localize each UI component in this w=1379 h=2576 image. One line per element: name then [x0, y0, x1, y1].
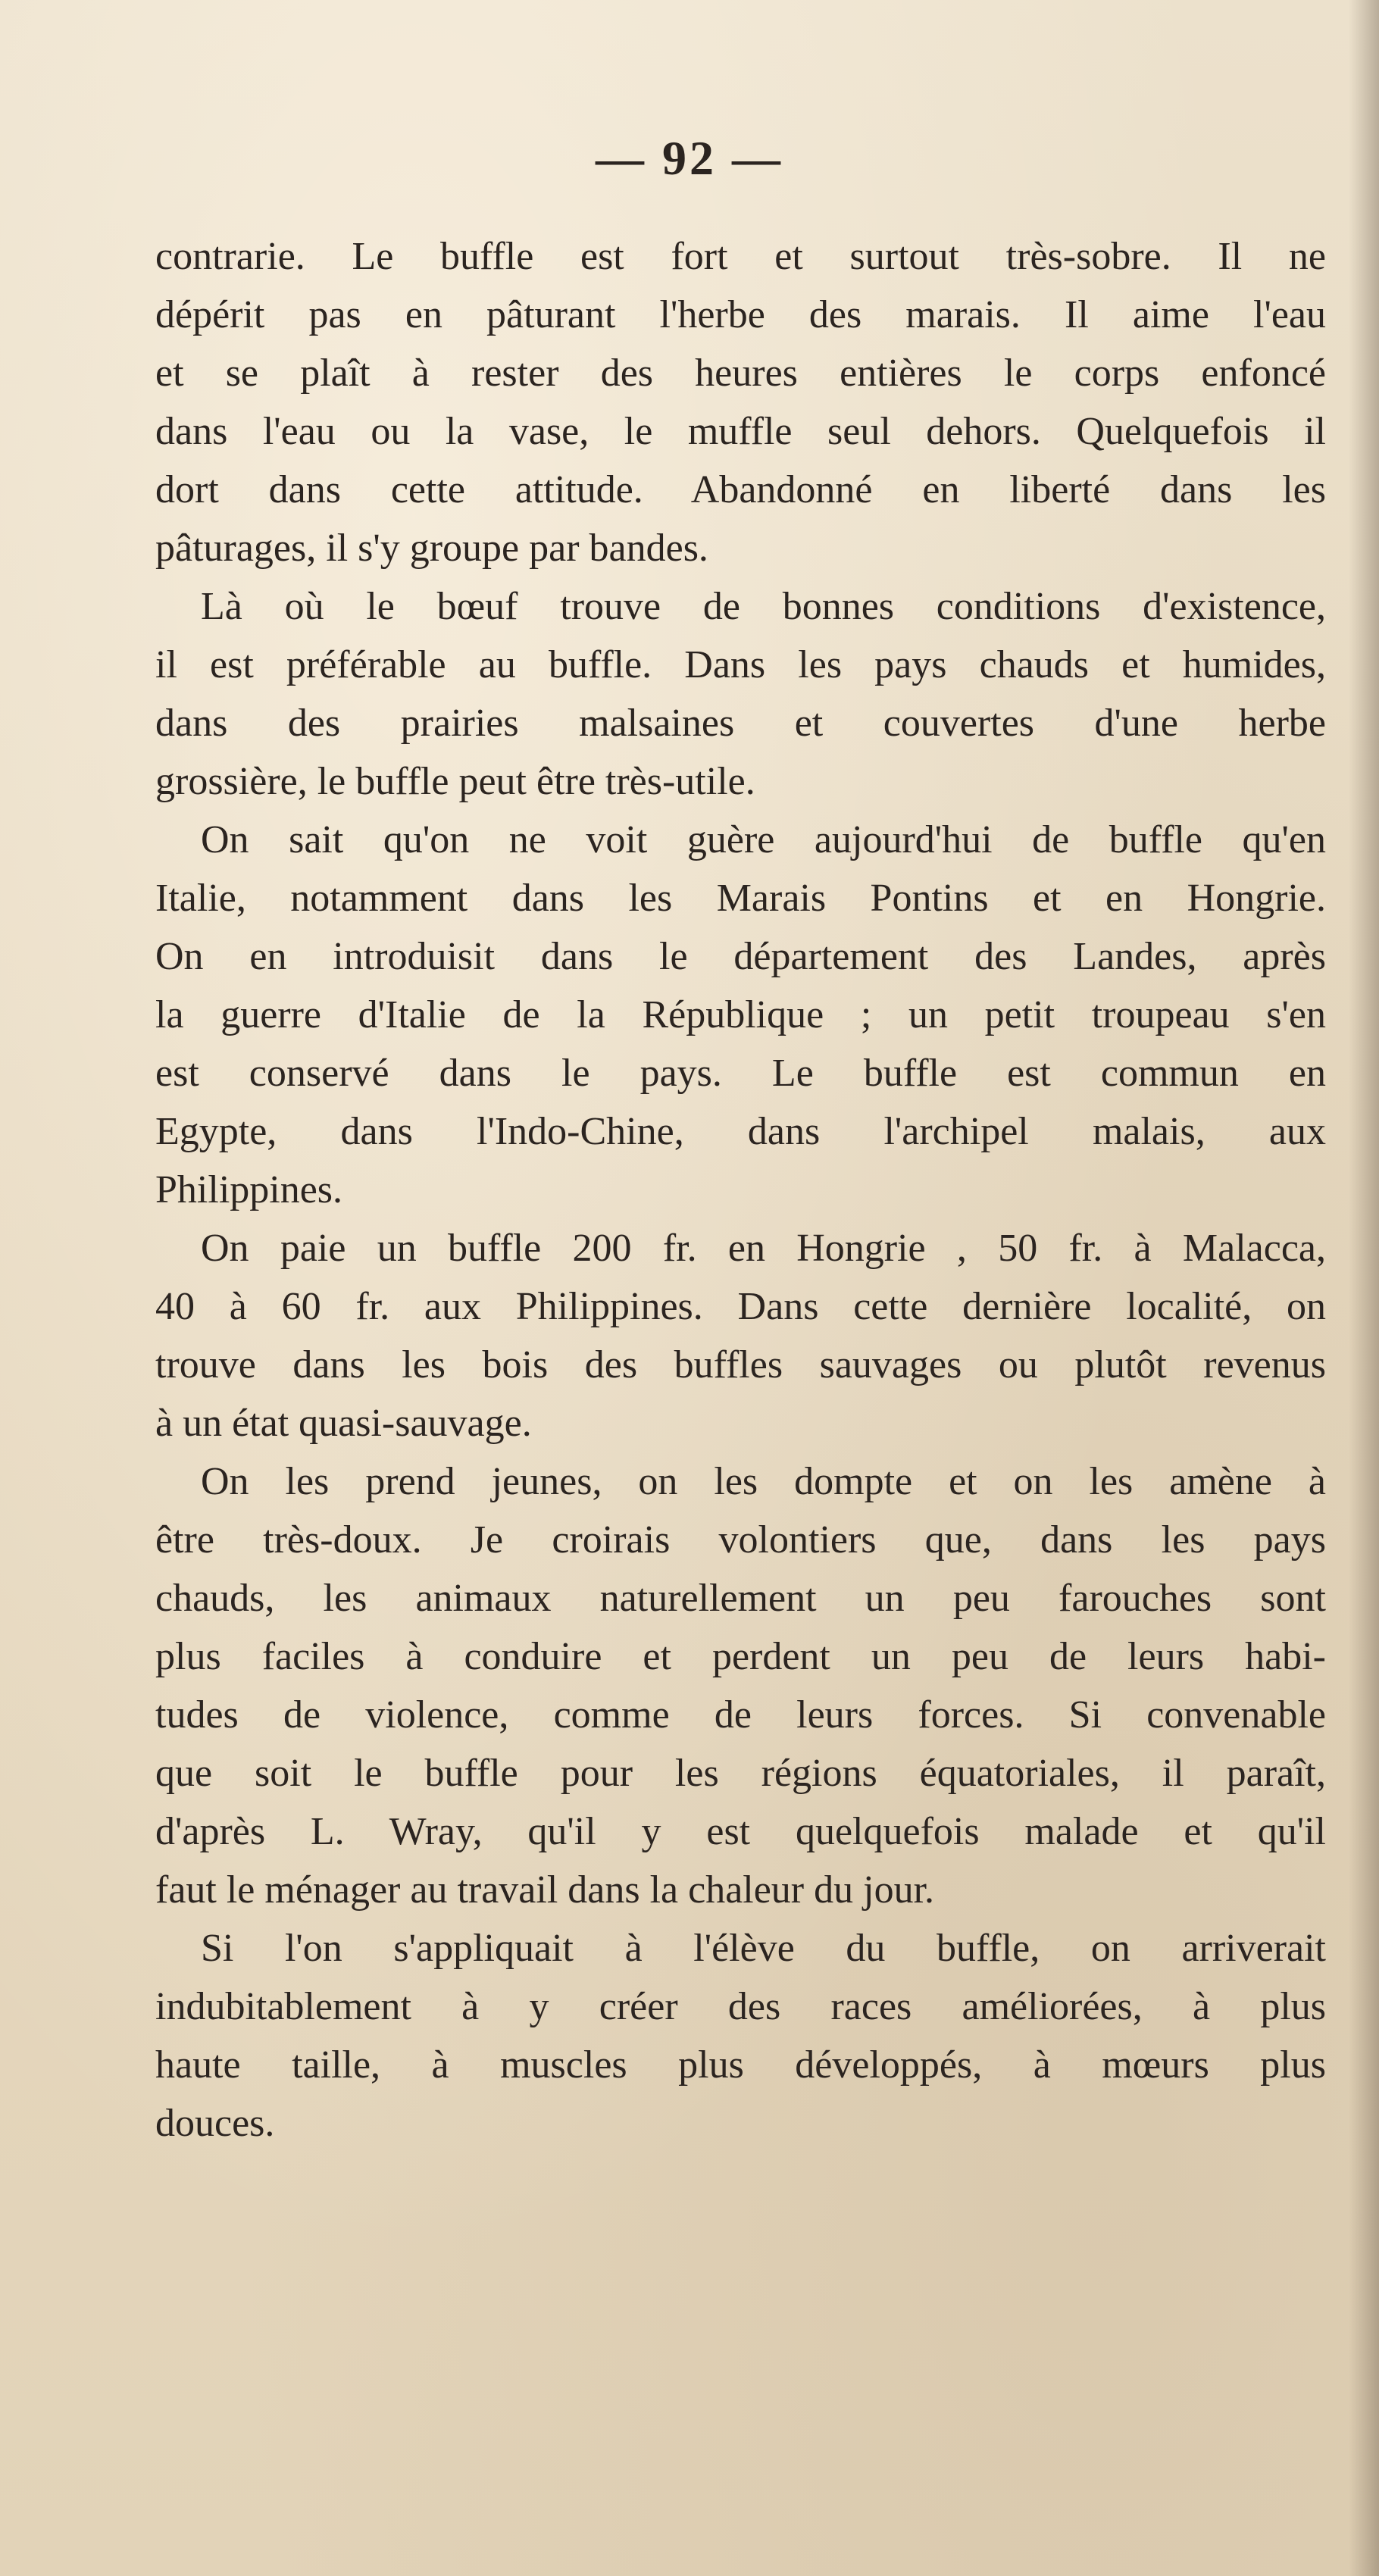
text-line: chauds, les animaux naturellement un peu farouches sont — [155, 1577, 1326, 1620]
text-line: et se plaît à rester des heures entières le corps enfoncé — [155, 352, 1326, 395]
text-line: dans l'eau ou la vase, le muffle seul dehors. Quelquefois il — [155, 410, 1326, 453]
text-line: que soit le buffle pour les régions équatoriales, il paraît, — [155, 1752, 1326, 1795]
text-line: dépérit pas en pâturant l'herbe des marais. Il aime l'eau — [155, 293, 1326, 336]
text-line: grossière, le buffle peut être très-utile. — [155, 760, 755, 803]
text-line: contrarie. Le buffle est fort et surtout très-sobre. Il ne — [155, 235, 1326, 278]
text-line: On les prend jeunes, on les dompte et on les amène à — [201, 1460, 1326, 1503]
text-line: dans des prairies malsaines et couvertes d'une herbe — [155, 702, 1326, 745]
text-line: d'après L. Wray, qu'il y est quelquefois malade et qu'il — [155, 1810, 1326, 1853]
text-line: faut le ménager au travail dans la chaleur du jour. — [155, 1868, 935, 1912]
text-line: Philippines. — [155, 1168, 343, 1211]
text-line: haute taille, à muscles plus développés, à mœurs plus — [155, 2043, 1326, 2087]
text-line: Egypte, dans l'Indo-Chine, dans l'archipel malais, aux — [155, 1110, 1326, 1153]
text-line: Italie, notamment dans les Marais Pontins et en Hongrie. — [155, 877, 1326, 920]
text-line: tudes de violence, comme de leurs forces. Si convenable — [155, 1693, 1326, 1737]
text-line: à un état quasi-sauvage. — [155, 1402, 532, 1445]
text-line: douces. — [155, 2102, 275, 2145]
text-line: la guerre d'Italie de la République ; un petit troupeau s'en — [155, 993, 1326, 1036]
text-line: est conservé dans le pays. Le buffle est commun en — [155, 1052, 1326, 1095]
text-line: indubitablement à y créer des races améliorées, à plus — [155, 1985, 1326, 2028]
page-edge-shadow — [1349, 0, 1379, 2576]
text-line: Si l'on s'appliquait à l'élève du buffle, on arriverait — [201, 1927, 1326, 1970]
text-line: être très-doux. Je croirais volontiers que, dans les pays — [155, 1518, 1326, 1562]
text-line: dort dans cette attitude. Abandonné en liberté dans les — [155, 468, 1326, 511]
text-line: On en introduisit dans le département des Landes, après — [155, 935, 1326, 978]
text-line: Là où le bœuf trouve de bonnes conditions d'existence, — [201, 585, 1326, 628]
text-line: On sait qu'on ne voit guère aujourd'hui de buffle qu'en — [201, 818, 1326, 861]
text-line: pâturages, il s'y groupe par bandes. — [155, 527, 708, 570]
body-text — [155, 227, 1326, 2152]
text-line: il est préférable au buffle. Dans les pays chauds et humides, — [155, 643, 1326, 686]
text-line: On paie un buffle 200 fr. en Hongrie , 50 fr. à Malacca, — [201, 1227, 1326, 1270]
text-line: trouve dans les bois des buffles sauvages ou plutôt revenus — [155, 1343, 1326, 1386]
text-line: 40 à 60 fr. aux Philippines. Dans cette dernière localité, on — [155, 1285, 1326, 1328]
text-line: plus faciles à conduire et perdent un peu de leurs habi- — [155, 1635, 1326, 1678]
page-number: — 92 — — [596, 131, 783, 185]
